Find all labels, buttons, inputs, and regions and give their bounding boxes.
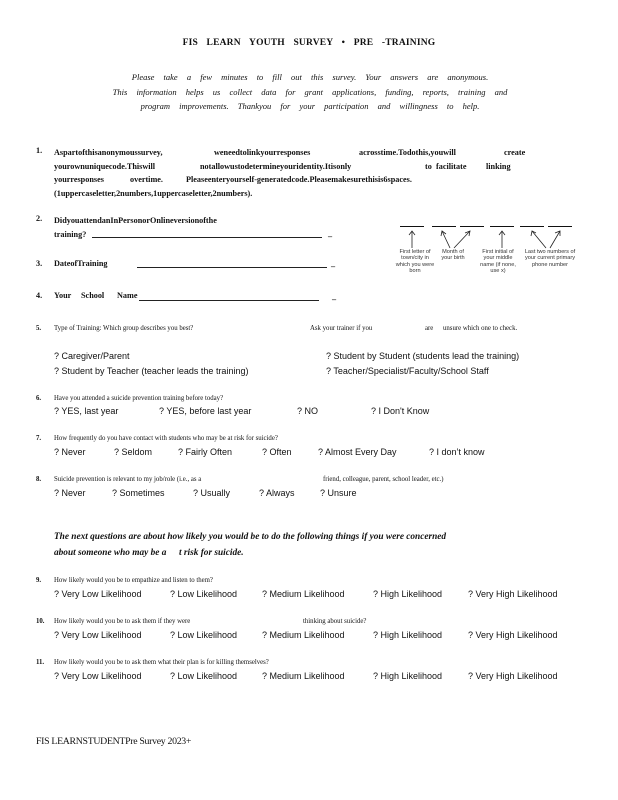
q11-option-low[interactable]: ? Low Likelihood — [170, 671, 238, 681]
q2-line-2: training? — [54, 230, 87, 239]
q9-option-high[interactable]: ? High Likelihood — [373, 589, 443, 599]
q9-option-medium[interactable]: ? Medium Likelihood — [262, 589, 345, 599]
q1-l3b: overtime. — [130, 175, 163, 184]
code-label-initial: First initial of your middle name (if none, use x) — [480, 249, 516, 275]
q7-option-often[interactable]: ? Often — [262, 447, 292, 457]
q10-option-very-low[interactable]: ? Very Low Likelihood — [54, 630, 142, 640]
q5-option-student-by-teacher[interactable]: ? Student by Teacher (teacher leads the training) — [54, 366, 249, 376]
q5-text-a: Type of Training: Which group describes you best? — [54, 325, 194, 332]
q5-text-d: unsure which one to check. — [443, 325, 518, 332]
q8-text-a: Suicide prevention is relevant to my job/role (i.e., as a — [54, 476, 202, 483]
q10-option-very-high[interactable]: ? Very High Likelihood — [468, 630, 558, 640]
intro-line-3: program improvements. Thankyou for your participation and willingness to help. — [140, 101, 480, 111]
q3-tail: _ — [331, 259, 336, 268]
q1-l4: (1uppercaseletter,2numbers,1uppercaseletter,2numbers). — [54, 188, 253, 198]
q7-option-dont-know[interactable]: ? I don’t know — [429, 447, 485, 457]
q1-l3a: yourresponses — [54, 175, 104, 184]
q8-option-unsure[interactable]: ? Unsure — [320, 488, 357, 498]
q5-text-b: Ask your trainer if you — [310, 325, 373, 332]
q5-option-student-by-student[interactable]: ? Student by Student (students lead the training) — [326, 351, 520, 361]
q11-option-very-low[interactable]: ? Very Low Likelihood — [54, 671, 142, 681]
q1-l2a: yourownuniquecode.Thiswill — [54, 161, 156, 171]
code-slot-6[interactable] — [548, 226, 572, 227]
q8-option-always[interactable]: ? Always — [259, 488, 295, 498]
q1-l2d: facilitate — [436, 161, 467, 171]
intro-line-1: Please take a few minutes to fill out this survey. Your answers are anonymous. — [131, 72, 489, 82]
q10-text-a: How likely would you be to ask them if they were — [54, 618, 191, 625]
code-slot-1[interactable] — [400, 226, 424, 227]
q2-line-1: DidyouattendanInPersonorOnlineversionofthe — [54, 216, 217, 225]
q1-l3c: Pleaseenteryourself-generatedcode.Pleasemakesurethisis6spaces. — [186, 175, 412, 184]
intro-line-2: This information helps us collect data for grant applications, funding, reports, training and — [112, 86, 508, 97]
q10-option-high[interactable]: ? High Likelihood — [373, 630, 443, 640]
q4-answer-line[interactable] — [139, 300, 319, 301]
q1-l1a: Aspartofthisanonymoussurvey, — [54, 148, 163, 157]
q1-number: 1. — [36, 146, 43, 155]
q11-number: 11. — [36, 659, 45, 666]
q1-l2e: linking — [486, 161, 511, 171]
page-footer: FIS LEARNSTUDENTPre Survey 2023+ — [36, 736, 192, 747]
q8-option-sometimes[interactable]: ? Sometimes — [112, 488, 165, 498]
q5-text-c: are — [425, 325, 434, 332]
q11-option-high[interactable]: ? High Likelihood — [373, 671, 443, 681]
code-slot-4[interactable] — [490, 226, 514, 227]
q9-option-very-high[interactable]: ? Very High Likelihood — [468, 589, 558, 599]
q6-option-yes-last-year[interactable]: ? YES, last year — [54, 406, 119, 416]
q1-l1c: acrosstime.Todothis,youwill — [359, 148, 456, 157]
q2-number: 2. — [36, 214, 43, 223]
code-slot-3[interactable] — [460, 226, 484, 227]
code-label-month: Month of your birth — [441, 249, 465, 262]
q7-option-almost-every-day[interactable]: ? Almost Every Day — [318, 447, 397, 457]
note-line-2b: t risk for suicide. — [179, 548, 244, 558]
q1-text — [54, 146, 584, 200]
q9-option-low[interactable]: ? Low Likelihood — [170, 589, 238, 599]
q1-l2c: to — [425, 161, 432, 171]
code-slot-5[interactable] — [520, 226, 544, 227]
code-label-town: First letter of town/city in which you were born — [395, 249, 435, 275]
note-line-2 — [54, 545, 574, 561]
q6-option-dont-know[interactable]: ? I Don't Know — [371, 406, 430, 416]
q10-number: 10. — [36, 618, 45, 625]
q4-w3: Name — [117, 291, 138, 300]
q3-number: 3. — [36, 259, 43, 268]
q5-option-teacher-staff[interactable]: ? Teacher/Specialist/Faculty/School Staff — [326, 366, 489, 376]
q5-option-caregiver[interactable]: ? Caregiver/Parent — [54, 351, 130, 361]
code-label-phone: Last two numbers of your current primary phone number — [524, 249, 576, 268]
q6-text: Have you attended a suicide prevention training before today? — [54, 395, 224, 402]
q3-label: DateofTraining — [54, 259, 108, 268]
q11-option-very-high[interactable]: ? Very High Likelihood — [468, 671, 558, 681]
q9-text: How likely would you be to empathize and listen to them? — [54, 577, 213, 584]
q9-number: 9. — [36, 577, 42, 584]
q5-number: 5. — [36, 325, 42, 332]
q11-option-medium[interactable]: ? Medium Likelihood — [262, 671, 345, 681]
q7-option-never[interactable]: ? Never — [54, 447, 86, 457]
q3-answer-line[interactable] — [137, 267, 327, 268]
note-line-1: The next questions are about how likely you would be to do the following things if you were concerned — [54, 532, 447, 542]
q7-option-seldom[interactable]: ? Seldom — [114, 447, 153, 457]
q4-w2: School — [81, 291, 105, 300]
q10-text-b: thinking about suicide? — [303, 618, 367, 625]
q8-option-usually[interactable]: ? Usually — [193, 488, 231, 498]
q10-option-medium[interactable]: ? Medium Likelihood — [262, 630, 345, 640]
code-diagram — [395, 226, 578, 286]
survey-title: FIS LEARN YOUTH SURVEY • PRE -TRAINING — [182, 38, 436, 48]
survey-intro — [80, 70, 540, 114]
q7-text: How frequently do you have contact with students who may be at risk for suicide? — [54, 435, 278, 442]
q9-option-very-low[interactable]: ? Very Low Likelihood — [54, 589, 142, 599]
q6-option-yes-before[interactable]: ? YES, before last year — [159, 406, 252, 416]
q8-text-b: friend, colleague, parent, school leader, etc.) — [323, 476, 444, 483]
q2-tail: _ — [328, 229, 333, 238]
q1-l1d: create — [504, 148, 526, 157]
q7-option-fairly-often[interactable]: ? Fairly Often — [178, 447, 233, 457]
code-slot-2[interactable] — [432, 226, 456, 227]
likelihood-section-note — [54, 529, 574, 561]
q7-number: 7. — [36, 435, 42, 442]
q10-option-low[interactable]: ? Low Likelihood — [170, 630, 238, 640]
q6-number: 6. — [36, 395, 42, 402]
q4-number: 4. — [36, 291, 43, 300]
q8-number: 8. — [36, 476, 42, 483]
note-line-2a: about someone who may be a — [54, 548, 167, 558]
q1-l1b: weneedtolinkyourresponses — [214, 148, 311, 157]
q4-tail: _ — [332, 292, 337, 301]
q4-w1: Your — [54, 291, 72, 300]
q2-answer-line[interactable] — [92, 237, 322, 238]
q11-text: How likely would you be to ask them what their plan is for killing themselves? — [54, 659, 269, 666]
code-arrows — [398, 228, 578, 250]
q8-option-never[interactable]: ? Never — [54, 488, 86, 498]
q6-option-no[interactable]: ? NO — [297, 406, 319, 416]
q1-l2b: notallowustodetermineyouridentity.Itisonly — [200, 161, 352, 171]
